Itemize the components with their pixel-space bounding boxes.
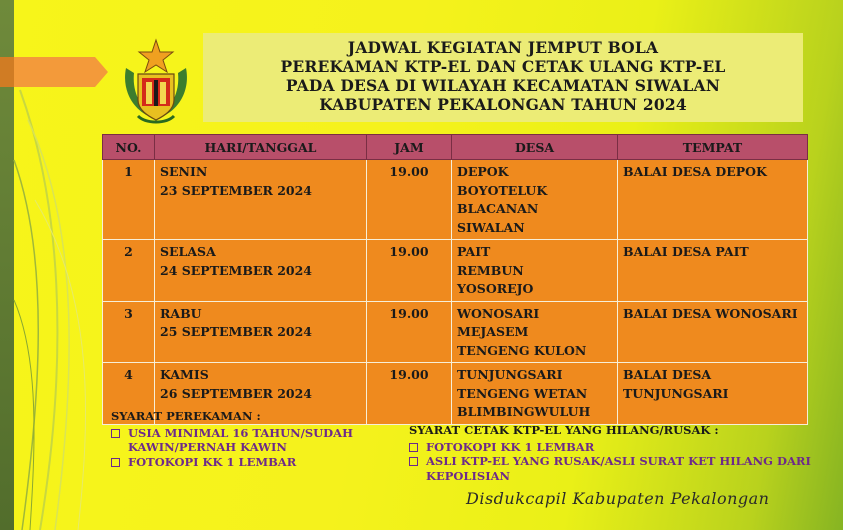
village-name: REMBUN bbox=[457, 262, 524, 278]
row-time: 19.00 bbox=[367, 160, 452, 240]
title-line-3: PADA DESA DI WILAYAH KECAMATAN SIWALAN bbox=[285, 76, 721, 95]
row-day-date bbox=[155, 240, 367, 302]
checkbox-bullet-icon bbox=[409, 443, 418, 452]
requirements-reprint-heading: SYARAT CETAK KTP-EL YANG HILANG/RUSAK : bbox=[409, 423, 719, 437]
row-number: 2 bbox=[103, 240, 155, 302]
row-day-date bbox=[155, 301, 367, 363]
title-line-4: KABUPATEN PEKALONGAN TAHUN 2024 bbox=[319, 95, 687, 114]
checkbox-bullet-icon bbox=[409, 457, 418, 466]
village-name: YOSOREJO bbox=[457, 281, 534, 296]
regency-emblem-icon bbox=[116, 38, 196, 128]
row-day: SELASA bbox=[160, 244, 216, 259]
requirement-text: FOTOKOPI KK 1 LEMBAR bbox=[128, 454, 297, 469]
village-name: MEJASEM bbox=[457, 324, 529, 339]
checkbox-bullet-icon bbox=[111, 458, 120, 467]
requirement-text: FOTOKOPI KK 1 LEMBAR bbox=[426, 439, 595, 454]
requirement-item bbox=[409, 454, 814, 483]
requirements-recording-heading: SYARAT PEREKAMAN : bbox=[111, 409, 261, 423]
row-time: 19.00 bbox=[367, 240, 452, 302]
table-header-row bbox=[103, 135, 808, 160]
row-number: 4 bbox=[103, 363, 155, 425]
row-day-date bbox=[155, 160, 367, 240]
header-time: JAM bbox=[367, 135, 452, 160]
village-name: BLACANAN bbox=[457, 201, 539, 216]
row-number: 3 bbox=[103, 301, 155, 363]
header-village: DESA bbox=[452, 135, 618, 160]
requirement-text: USIA MINIMAL 16 TAHUN/SUDAH KAWIN/PERNAH KAWIN bbox=[128, 425, 353, 454]
requirement-text: ASLI KTP-EL YANG RUSAK/ASLI SURAT KET HILANG DARI KEPOLISIAN bbox=[426, 454, 811, 483]
title-line-1: JADWAL KEGIATAN JEMPUT BOLA bbox=[347, 38, 659, 57]
row-day: SENIN bbox=[160, 164, 208, 179]
row-place: BALAI DESA DEPOK bbox=[618, 160, 808, 240]
row-date: 25 SEPTEMBER 2024 bbox=[160, 324, 312, 339]
village-name: TENGENG KULON bbox=[457, 342, 587, 358]
header-no: NO. bbox=[103, 135, 155, 160]
village-name: BOYOTELUK bbox=[457, 182, 548, 198]
row-date: 24 SEPTEMBER 2024 bbox=[160, 262, 312, 278]
table-row bbox=[103, 160, 808, 240]
village-name: SIWALAN bbox=[457, 219, 525, 235]
village-name: BLIMBINGWULUH bbox=[457, 404, 591, 419]
row-date: 23 SEPTEMBER 2024 bbox=[160, 182, 312, 198]
table-row bbox=[103, 301, 808, 363]
village-name: TUNJUNGSARI bbox=[457, 367, 563, 382]
requirements-reprint bbox=[409, 423, 814, 483]
schedule-table bbox=[102, 134, 808, 425]
row-place: BALAI DESA TUNJUNGSARI bbox=[618, 363, 808, 425]
header-day-date: HARI/TANGGAL bbox=[155, 135, 367, 160]
requirement-item bbox=[409, 440, 814, 455]
requirement-item bbox=[111, 455, 371, 470]
village-name: PAIT bbox=[457, 244, 491, 259]
row-villages bbox=[452, 160, 618, 240]
row-time: 19.00 bbox=[367, 363, 452, 425]
footer-signature: Disdukcapil Kabupaten Pekalongan bbox=[466, 489, 770, 508]
row-villages bbox=[452, 301, 618, 363]
checkbox-bullet-icon bbox=[111, 429, 120, 438]
header-place: TEMPAT bbox=[618, 135, 808, 160]
village-name: DEPOK bbox=[457, 164, 509, 179]
title-line-2: PEREKAMAN KTP-EL DAN CETAK ULANG KTP-EL bbox=[280, 57, 726, 76]
title-box bbox=[203, 33, 803, 122]
row-time: 19.00 bbox=[367, 301, 452, 363]
row-place: BALAI DESA WONOSARI bbox=[618, 301, 808, 363]
village-name: WONOSARI bbox=[457, 305, 540, 321]
row-villages bbox=[452, 240, 618, 302]
row-day: KAMIS bbox=[160, 367, 209, 382]
requirement-item bbox=[111, 426, 371, 455]
row-number: 1 bbox=[103, 160, 155, 240]
row-day: RABU bbox=[160, 305, 202, 321]
requirements-recording bbox=[111, 409, 371, 469]
village-name: TENGENG WETAN bbox=[457, 385, 588, 401]
table-row bbox=[103, 240, 808, 302]
row-date: 26 SEPTEMBER 2024 bbox=[160, 385, 312, 401]
row-place: BALAI DESA PAIT bbox=[618, 240, 808, 302]
row-villages bbox=[452, 363, 618, 425]
